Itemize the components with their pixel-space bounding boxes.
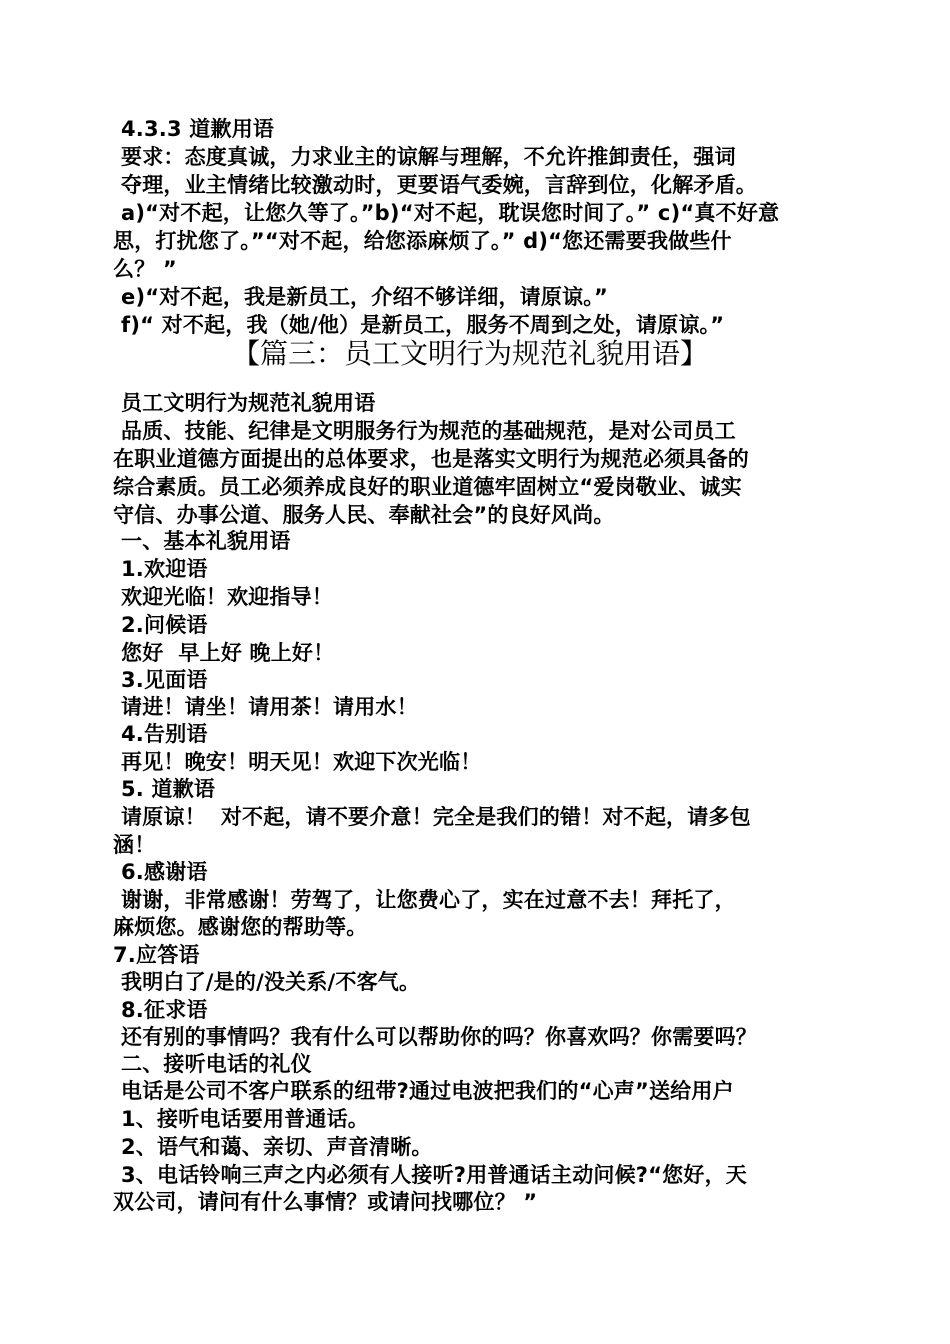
intro-line: 综合素质。员工必须养成良好的职业道德牢固树立“爱岗敬业、诚实	[113, 475, 742, 499]
requirement-line: 要求：态度真诚，力求业主的谅解与理解，不允许推卸责任，强词	[121, 145, 736, 169]
item-label: 8.征求语	[121, 998, 208, 1022]
item-text: 涵！	[113, 833, 156, 857]
intro-line: 在职业道德方面提出的总体要求，也是落实文明行为规范必须具备的	[113, 447, 749, 471]
example-line: f)“ 对不起，我（她/他）是新员工，服务不周到之处，请原谅。”	[121, 313, 725, 337]
section-heading: 4.3.3 道歉用语	[121, 117, 275, 141]
item-label: 4.告别语	[121, 722, 208, 746]
item-text: 再见！晚安！明天见！欢迎下次光临！	[121, 750, 482, 774]
item-text: 还有别的事情吗？我有什么可以帮助你的吗？你喜欢吗？你需要吗？	[121, 1025, 757, 1049]
item-text: 麻烦您。感谢您的帮助等。	[113, 915, 368, 939]
item-text: 我明白了/是的/没关系/不客气。	[121, 970, 421, 994]
intro-line: 守信、办事公道、服务人民、奉献社会”的良好风尚。	[113, 503, 615, 527]
paragraph-line: 2、语气和蔼、亲切、声音清晰。	[121, 1135, 433, 1159]
section-heading: 一、基本礼貌用语	[121, 529, 291, 553]
item-text: 谢谢，非常感谢！劳驾了，让您费心了，实在过意不去！拜托了，	[121, 888, 736, 912]
item-text: 您好 早上好 晚上好！	[121, 641, 335, 665]
requirement-line: 夺理，业主情绪比较激动时，更要语气委婉，言辞到位，化解矛盾。	[121, 173, 757, 197]
section-heading: 二、接听电话的礼仪	[121, 1052, 312, 1076]
subtitle: 员工文明行为规范礼貌用语	[121, 391, 376, 415]
example-line: a)“对不起，让您久等了。”b)“对不起，耽误您时间了。” c)“真不好意	[121, 201, 780, 225]
paragraph-line: 双公司，请问有什么事情？或请问找哪位？ ”	[113, 1190, 538, 1214]
item-text: 欢迎光临！欢迎指导！	[121, 585, 333, 609]
item-label: 2.问候语	[121, 613, 208, 637]
example-line: 思，打扰您了。”“对不起，给您添麻烦了。” d)“您还需要我做些什	[113, 229, 732, 253]
item-label: 5. 道歉语	[121, 777, 216, 801]
paragraph-line: 3、电话铃响三声之内必须有人接听?用普通话主动问候?“您好，天	[121, 1163, 747, 1187]
paragraph-line: 1、接听电话要用普通话。	[121, 1107, 370, 1131]
item-label: 1.欢迎语	[121, 557, 208, 581]
item-text: 请原谅！ 对不起，请不要介意！完全是我们的错！对不起，请多包	[121, 805, 751, 829]
part-title: 【篇三：员工文明行为规范礼貌用语】	[232, 337, 709, 370]
paragraph-line: 电话是公司不客户联系的纽带?通过电波把我们的“心声”送给用户	[121, 1079, 734, 1103]
item-label: 6.感谢语	[121, 860, 208, 884]
item-label: 7.应答语	[113, 943, 200, 967]
item-text: 请进！请坐！请用茶！请用水！	[121, 695, 418, 719]
item-label: 3.见面语	[121, 668, 208, 692]
example-line: e)“对不起，我是新员工，介绍不够详细，请原谅。”	[121, 285, 608, 309]
example-line: 么？ ”	[113, 257, 177, 281]
intro-line: 品质、技能、纪律是文明服务行为规范的基础规范，是对公司员工	[121, 419, 736, 443]
